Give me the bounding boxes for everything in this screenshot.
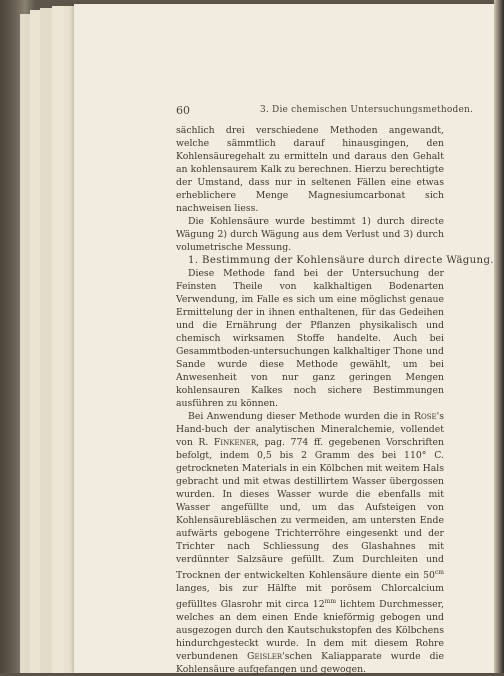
section-heading: 1. Bestimmung der Kohlensäure durch directe Wägung. xyxy=(188,255,494,266)
text-run: 'schen Kaliapparate wurde die Kohlensäure aufgefangen und gewogen. xyxy=(176,651,445,676)
text-run: langes, bis zur Hälfte mit porösem Chlorcalcium gefülltes Glasrohr mit circa 12 xyxy=(176,583,444,611)
text-run: , pag. 774 ff. gegebenen Vorschriften befolgt, indem 0,5 bis 2 Gramm des bei 110° C. getrockneten Materials in ein Kölbchen mit weitem Hals gebracht und mit etwas destillirtem Wasser übergossen wurden. In dieses Wasser wurde die ebenfalls mit Wasser angefüllte und, um das Aufsteigen von Kohlensäurebläschen zu vermeiden, am untersten Ende aufwärts gebogene Trichterröhre eingesenkt und der Trichter nach Schliessung des Glashahnes mit verdünnter Salzsäure gefüllt. Zum Durchleiten und Trocknen der entwickelten Kohlensäure diente ein 50 xyxy=(176,437,444,582)
unit-superscript: mm xyxy=(324,598,337,606)
author-name: Geisler xyxy=(247,651,283,663)
text-run: Bei Anwendung dieser Methode wurden die in xyxy=(188,411,415,422)
page-body xyxy=(176,124,494,676)
text-run: 's Hand-buch der analytischen Mineralchemie, vollendet von R. xyxy=(176,411,444,448)
unit-superscript: cm xyxy=(434,569,444,576)
paragraph: Diese Methode fand bei der Untersuchung der Feinsten Theile von kalkhaltigen Bodenarten Verwendung, im Falle es sich um eine möglichst genaue Ermittelung der in ihnen enthaltenen, für das Gedeihen und die Ernährung der Pflanzen physikalisch und chemisch wirksamen Stoffe handelte. Auch bei Gesammtboden-untersuchungen kalkhaltiger Thone und Sande wurde diese Methode gewählt, um bei Anwesenheit von nur ganz geringen Mengen kohlensauren Kalkes noch sichere Bestimmungen ausführen zu können. xyxy=(176,268,444,409)
author-name: Finkener xyxy=(213,437,257,448)
running-head: 3. Die chemischen Untersuchungsmethoden. xyxy=(260,105,474,115)
page-number: 60 xyxy=(176,104,190,117)
text-run: lichtem Durchmesser, welches an dem einen Ende knieförmig gebogen und ausgezogen durch den Kautschukstopfen des Kölbchens hindurchgesteckt wurde. In dem mit diesem Rohre verbundenen xyxy=(176,599,444,663)
paragraph: Die Kohlensäure wurde bestimmt 1) durch directe Wägung 2) durch Wägung aus dem Verlust und 3) durch volumetrische Messung. xyxy=(176,216,444,253)
paragraph: sächlich drei verschiedene Methoden angewandt, welche sämmtlich darauf hinausgingen, den Kohlensäuregehalt zu ermitteln und daraus den Gehalt an kohlensaurem Kalk zu berechnen. Hierzu berechtigte der Umstand, dass nur in seltenen Fällen eine etwas erheblichere Menge Magnesiumcarbonat sich nachweisen liess. xyxy=(176,125,444,214)
paragraph xyxy=(176,410,444,676)
book-gutter-edge xyxy=(494,0,504,673)
author-name: Rose xyxy=(414,411,437,422)
